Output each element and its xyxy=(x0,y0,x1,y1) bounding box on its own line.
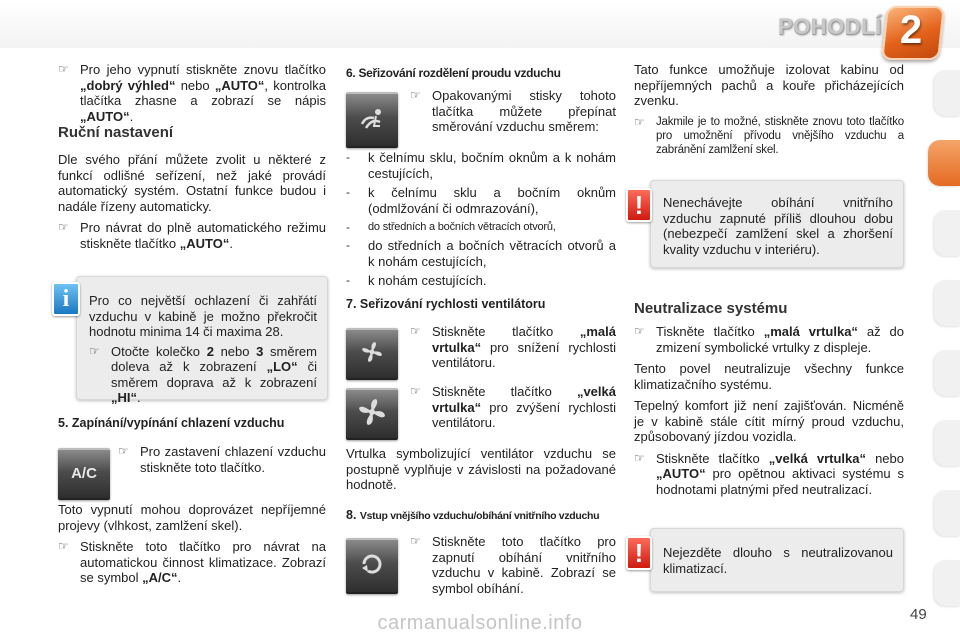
list-item: - k čelnímu sklu a bočním oknům (odmlžování či odmrazování), xyxy=(346,185,616,216)
section-6-bullet xyxy=(410,88,616,141)
list-item xyxy=(634,115,904,157)
bullet-text: Stiskněte toto tlačítko pro zapnutí obíhání vnitřního vzduchu v kabině. Zobrazí se symbol obíhání. xyxy=(432,534,616,596)
warning-icon: ! xyxy=(626,536,652,570)
chapter-tab[interactable] xyxy=(934,210,960,256)
list-item xyxy=(410,534,616,596)
chapter-tab[interactable] xyxy=(934,350,960,396)
paragraph: Tento povel neutralizuje všechny funkce klimatizačního systému. xyxy=(634,361,904,392)
chapter-tab[interactable] xyxy=(934,420,960,466)
bullet-text: Opakovanými stisky tohoto tlačítka můžete přepínat směrování vzduchu směrem: xyxy=(432,88,616,134)
neutralization-section xyxy=(634,324,904,503)
list-item xyxy=(410,88,616,135)
chapter-tab[interactable] xyxy=(934,280,960,326)
pointing-hand-icon: ☞ xyxy=(58,220,69,234)
chapter-tabs xyxy=(930,60,960,620)
warning-text: Nenechávejte obíhání vnitřního vzduchu zapnuté příliš dlouhou dobu (nebezpečí zamlžení skel a zhoršení kvality vzduchu v interiéru). xyxy=(663,195,893,257)
pointing-hand-icon: ☞ xyxy=(634,324,645,338)
page-title: POHODLÍ xyxy=(778,14,882,39)
section-5-body xyxy=(58,502,326,592)
pointing-hand-icon: ☞ xyxy=(634,114,645,129)
bullet-text: Stiskněte tlačítko „malá vrtulka“ pro snížení rychlosti ventilátoru. xyxy=(432,324,616,370)
list-item xyxy=(410,324,616,371)
section-5-bullet xyxy=(118,444,326,481)
ac-button-image xyxy=(58,448,110,500)
pointing-hand-icon: ☞ xyxy=(89,343,100,358)
bullet-text: Pro jeho vypnutí stiskněte znovu tlačítko „dobrý výhled“ nebo „AUTO“, kontrolka tlačítka zhasne a zobrazí se nápis „AUTO“. xyxy=(80,62,326,124)
list-item: - k čelnímu sklu, bočním oknům a k nohám cestujících, xyxy=(346,150,616,181)
pointing-hand-icon: ☞ xyxy=(410,324,421,338)
chapter-tab[interactable] xyxy=(934,490,960,536)
large-fan-icon xyxy=(346,388,398,440)
bullet-text: Otočte kolečko 2 nebo 3 směrem doleva až k zobrazení „LO“ či směrem doprava až k zobrazení „HI“. xyxy=(111,343,318,405)
page-number: 49 xyxy=(910,606,927,623)
pointing-hand-icon: ☞ xyxy=(410,88,421,102)
bullet-text: Pro návrat do plně automatického režimu stiskněte tlačítko „AUTO“. xyxy=(80,220,326,251)
list-item xyxy=(89,344,317,406)
paragraph: Tepelný komfort již není zajišťován. Nicméně je v kabině stále cítit mírný proud vzduchu, způsobovaný jízdou vozidla. xyxy=(634,398,904,444)
airflow-direction-icon xyxy=(346,92,398,148)
paragraph: Vrtulka symbolizující ventilátor vzduchu se postupně vyplňuje v závislosti na požadované hodnotě. xyxy=(346,446,616,492)
list-item xyxy=(410,384,616,431)
section-heading-5: 5. Zapínání/vypínání chlazení vzduchu xyxy=(58,416,285,430)
paragraph: Tato funkce umožňuje izolovat kabinu od nepříjemných pachů a kouře přicházejících zvenku. xyxy=(634,62,904,108)
chapter-tab-active[interactable] xyxy=(928,140,960,186)
info-icon: i xyxy=(52,282,80,316)
bullet-text: Stiskněte toto tlačítko pro návrat na automatickou činnost klimatizace. Zobrazí se symbol „A/C“. xyxy=(80,539,326,585)
pointing-hand-icon: ☞ xyxy=(58,62,69,76)
section-heading-7: 7. Seřizování rychlosti ventilátoru xyxy=(346,297,546,311)
list-item xyxy=(58,62,326,124)
warning-box xyxy=(650,180,904,268)
bullet-text: Stiskněte tlačítko „velká vrtulka“ pro zvýšení rychlosti ventilátoru. xyxy=(432,384,616,430)
pointing-hand-icon: ☞ xyxy=(118,444,129,458)
bullet-text: Stiskněte tlačítko „velká vrtulka“ nebo „AUTO“ pro opětnou aktivaci systému s hodnotami platnými před neutralizací. xyxy=(656,450,904,497)
pointing-hand-icon: ☞ xyxy=(410,384,421,398)
warning-text: Nejezděte dlouho s neutralizovanou klimatizací. xyxy=(663,545,893,576)
list-item: - do středních a bočních větracích otvorů a k nohám cestujících, xyxy=(346,238,616,269)
warning-box xyxy=(650,528,904,592)
section-7-bullet-1 xyxy=(410,324,616,377)
list-item xyxy=(634,324,904,355)
warning-icon: ! xyxy=(626,188,652,222)
bullet-text: Pro zastavení chlazení vzduchu stiskněte toto tlačítko. xyxy=(140,444,326,475)
bullet-text: Jakmile je to možné, stiskněte znovu toto tlačítko pro umožnění přívodu vnějšího vzduchu a zabránění zamlžení skel. xyxy=(656,115,904,156)
section-heading-6: 6. Seřizování rozdělení proudu vzduchu xyxy=(346,66,561,80)
ac-button-label: A/C xyxy=(71,465,97,482)
pointing-hand-icon: ☞ xyxy=(410,534,421,548)
chapter-tab[interactable] xyxy=(934,560,960,606)
pointing-hand-icon: ☞ xyxy=(634,450,645,465)
small-fan-icon xyxy=(346,328,398,380)
watermark: carmanualsonline.info xyxy=(377,612,583,634)
section-6-list xyxy=(346,150,616,293)
list-item xyxy=(118,444,326,475)
chapter-tab[interactable] xyxy=(934,70,960,116)
list-item xyxy=(634,451,904,498)
list-item xyxy=(58,220,326,251)
manual-section xyxy=(58,152,326,257)
section-8-bullet xyxy=(410,534,616,602)
chapter-number: 2 xyxy=(899,8,923,52)
paragraph: Toto vypnutí mohou doprovázet nepříjemné projevy (vlhkost, zamlžení skel). xyxy=(58,502,326,533)
pointing-hand-icon: ☞ xyxy=(58,539,69,553)
section-heading-manual: Ruční nastavení xyxy=(58,124,174,141)
info-box xyxy=(76,276,328,405)
section-7-bullet-2 xyxy=(410,384,616,437)
paragraph: Pro co největší ochlazení či zahřátí vzduchu v kabině je možno překročit hodnotu minima 14 či maxima 28. xyxy=(89,293,317,339)
bullet-text: Tiskněte tlačítko „malá vrtulka“ až do zmizení symbolické vrtulky z displeje. xyxy=(656,324,904,355)
list-item xyxy=(58,539,326,586)
section-heading-neutralization: Neutralizace systému xyxy=(634,300,788,317)
column-3-intro xyxy=(634,62,904,163)
paragraph: Dle svého přání můžete zvolit u některé z funkcí odlišné seřízení, než jaké provádí automatický systém. Ostatní funkce budou i nadále řízeny automaticky. xyxy=(58,152,326,214)
column-1 xyxy=(58,62,326,130)
list-item: - k nohám cestujících. xyxy=(346,273,487,288)
section-7-body xyxy=(346,446,616,499)
list-item: - do středních a bočních větracích otvorů, xyxy=(346,220,556,234)
section-heading-8: 8. Vstup vnějšího vzduchu/obíhání vnitřního vzduchu xyxy=(346,508,600,522)
recirculation-icon xyxy=(346,538,398,594)
